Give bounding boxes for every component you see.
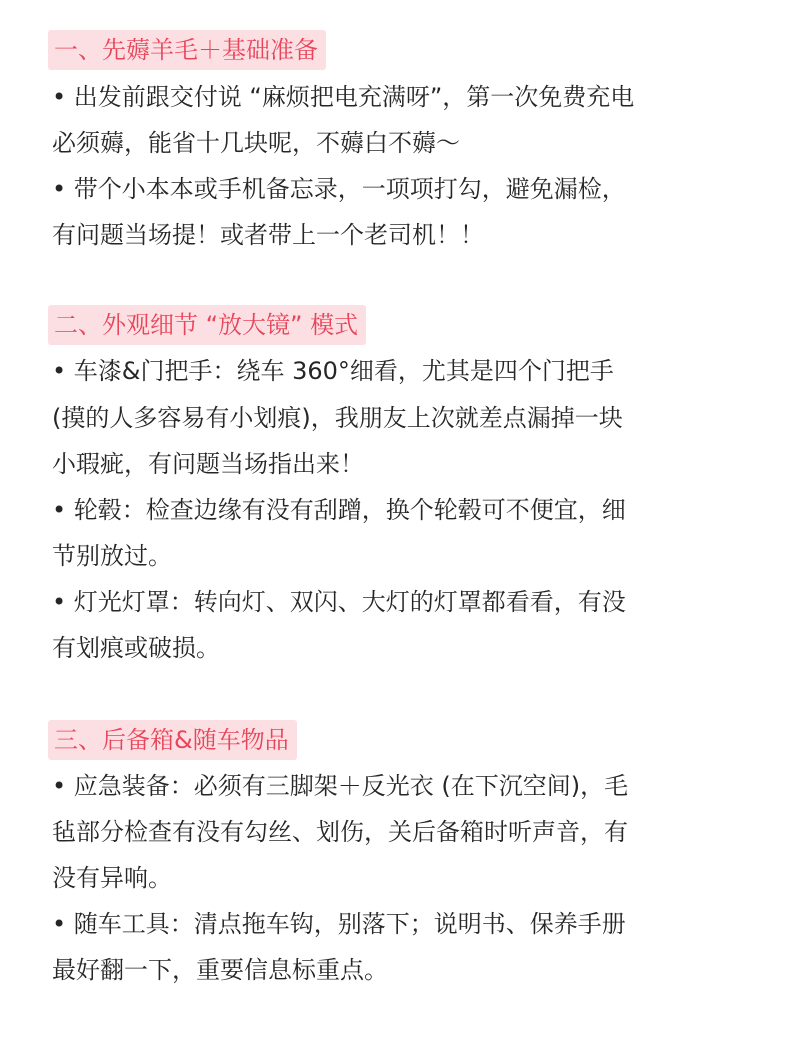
section-trunk-line-2: 毡部分检查有没有勾丝、划伤，关后备箱时听声音，有 <box>52 818 628 846</box>
section-exterior-line-2: (摸的人多容易有小划痕)，我朋友上次就差点漏掉一块 <box>52 404 623 432</box>
section-prep-line-3: • 带个小本本或手机备忘录，一项项打勾，避免漏检， <box>52 175 626 203</box>
section-prep-line-4: 有问题当场提！或者带上一个老司机！！ <box>52 221 484 249</box>
section-trunk-line-1: • 应急装备：必须有三脚架＋反光衣 (在下沉空间)，毛 <box>52 772 629 800</box>
section-exterior-line-5: 节别放过。 <box>52 542 172 570</box>
section-heading-prep: 一、先薅羊毛＋基础准备 <box>48 30 326 70</box>
section-exterior-line-7: 有划痕或破损。 <box>52 634 220 662</box>
section-trunk-line-3: 没有异响。 <box>52 864 172 892</box>
section-exterior-line-3: 小瑕疵，有问题当场指出来！ <box>52 450 364 478</box>
section-heading-exterior: 二、外观细节 “放大镜” 模式 <box>48 305 366 345</box>
section-trunk-line-4: • 随车工具：清点拖车钩，别落下；说明书、保养手册 <box>52 910 626 938</box>
section-exterior-line-1: • 车漆&门把手：绕车 360°细看，尤其是四个门把手 <box>52 357 614 385</box>
section-trunk-line-5: 最好翻一下，重要信息标重点。 <box>52 956 388 984</box>
section-exterior-line-6: • 灯光灯罩：转向灯、双闪、大灯的灯罩都看看，有没 <box>52 588 626 616</box>
section-prep-line-1: • 出发前跟交付说 “麻烦把电充满呀”，第一次免费充电 <box>52 83 635 111</box>
section-exterior-line-4: • 轮毂：检查边缘有没有刮蹭，换个轮毂可不便宜，细 <box>52 496 626 524</box>
section-prep-line-2: 必须薅，能省十几块呢，不薅白不薅～ <box>52 129 460 157</box>
section-heading-trunk: 三、后备箱&随车物品 <box>48 720 297 760</box>
